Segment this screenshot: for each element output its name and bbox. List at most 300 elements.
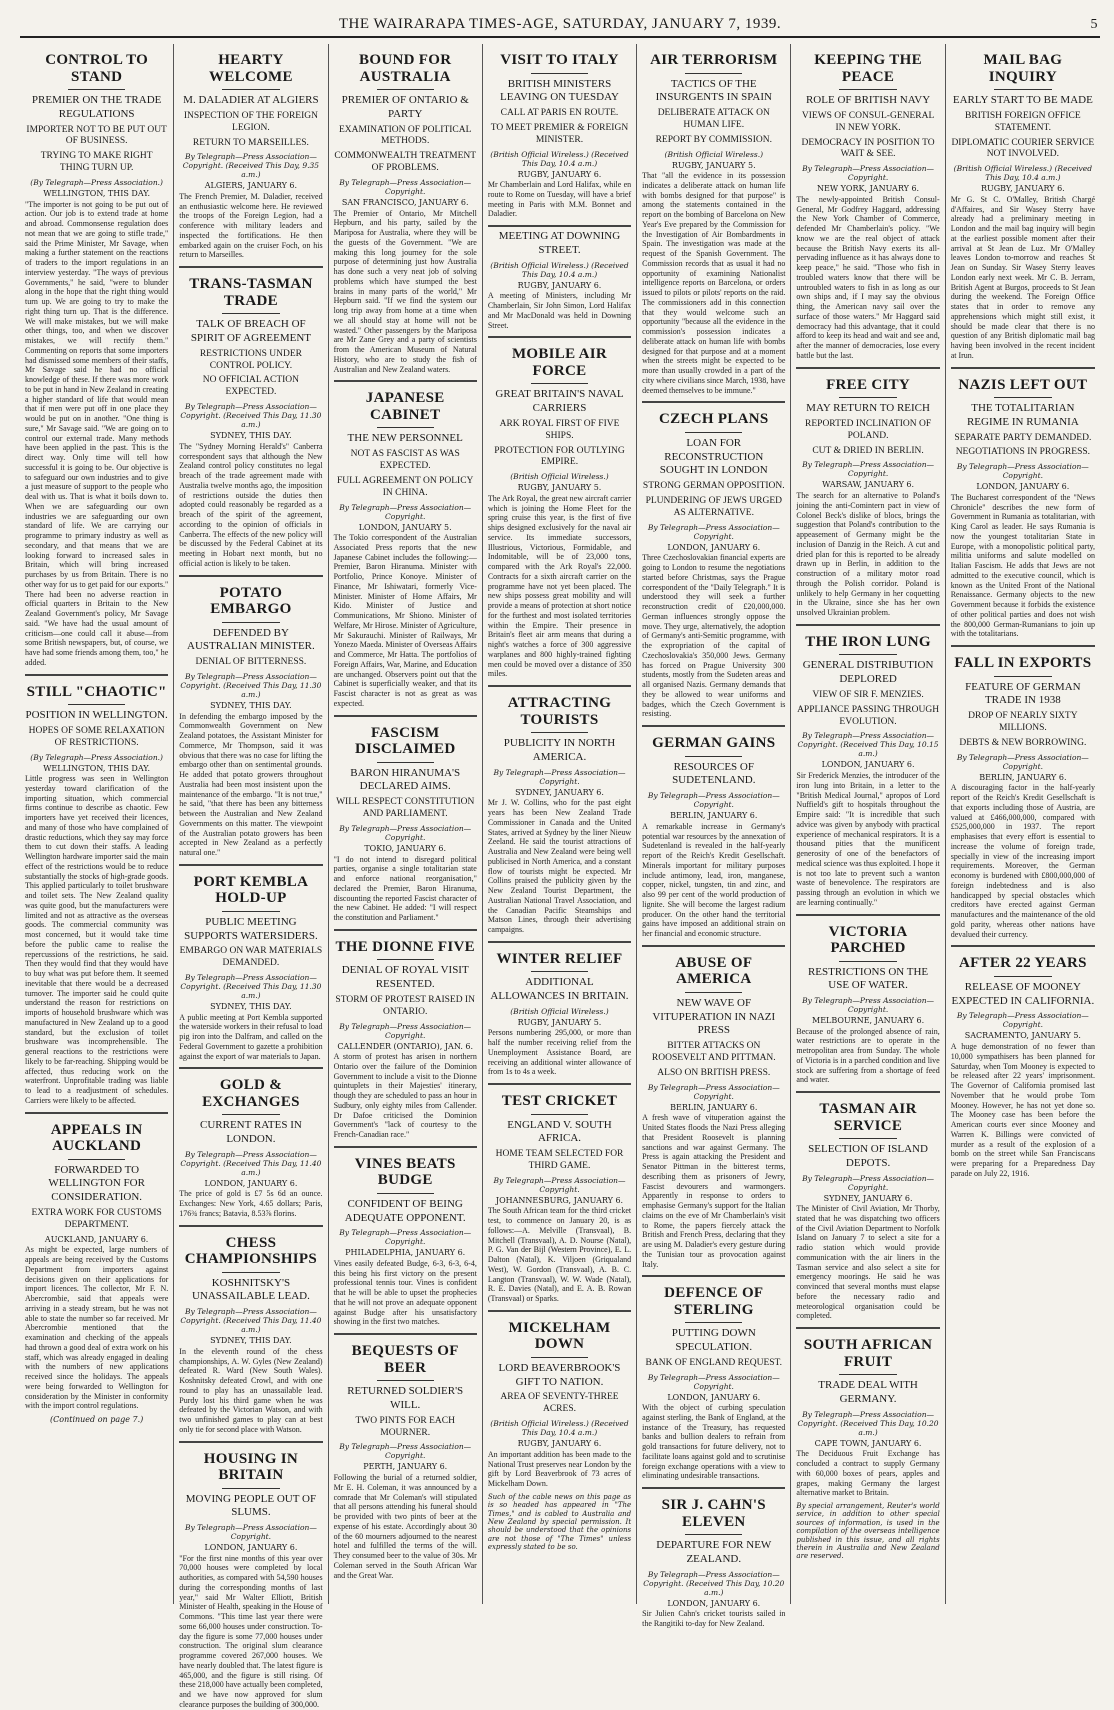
article-divider (334, 715, 477, 717)
article-dateline: RUGBY, JANUARY 6. (517, 169, 602, 179)
article-subheading: FULL AGREEMENT ON POLICY IN CHINA. (336, 475, 474, 498)
article (951, 945, 1095, 1178)
article (642, 1275, 785, 1481)
article-body: Mr G. St C. O'Malley, British Chargé d'Affaires, and Sir Wasey Sterry have already had a preliminary meeting in London and the mail bag inquiry will begin at the earliest possible moment after their arrival at St Jean de Luz. Mr O'Malley leaves London to-morrow and reaches St Jean on Sunday. Sir Wasey Sterry leaves London early next week. Mr C. B. Jerram, British Agent at Burgos, proceeds to St Jean during the weekend. The Foreign Office states that in order to remove any apprehensions which might still exist, it should be made clear that there is no question of any British diplomatic mail bag having been involved in the recent incident at Irun. (950, 194, 1095, 360)
article-headline: CONTROL TO STAND (45, 52, 149, 85)
article-subheading: DIPLOMATIC COURIER SERVICE NOT INVOLVED. (951, 137, 1095, 160)
headline-rule (377, 89, 434, 90)
article-subheading: STORM OF PROTEST RAISED IN ONTARIO. (335, 994, 475, 1017)
article-subheading: PROTECTION FOR OUTLYING EMPIRE. (494, 445, 625, 468)
article-divider (488, 685, 631, 687)
article-body: In defending the embargo imposed by the Commonwealth Government on New Zealand potatoes, the Assistant Minister for Commerce, Mr Thompson, said it was obvious that there was no case for lifting the embargo other than on sentimental grounds. He added that potato growers throughout Australia had been most insistent upon the maintenance of the embargo. "It is not true," he said, "that there has been any bitterness between the Australian and New Zealand Governments on this matter. The viewpoint of the Australian potato growers has been accepted in New Zealand as a perfectly natural one." (179, 711, 323, 858)
article-subheading: FORWARDED TO WELLINGTON FOR CONSIDERATION. (48, 1163, 145, 1204)
article (642, 1487, 785, 1629)
article-headline: HOUSING IN BRITAIN (203, 1450, 299, 1484)
article-subheading: SELECTION OF ISLAND DEPOTS. (808, 1143, 928, 1169)
article-body: A fresh wave of vituperation against the United States floods the Nazi Press alleging that President Roosevelt is planning sanctions and war against Germany. The Press is again attacking the President and Senator Pittman in the bitterest terms, describing them as prisoners of Jewry, Fascist devourers and warmongers. Apparently in response to orders to emphasise Germany's support for the Italian claims on the eve of Mr Chamberlain's visit to Rome, the papers fiercely attack the British and French Press, declaring that they are using M. Daladier's every gesture during the Tunisian tour as provocation against Italy. (642, 1113, 786, 1269)
article-dateline: BERLIN, JANUARY 6. (979, 772, 1067, 782)
headline-rule (685, 1322, 742, 1323)
article-subheading: DEBTS & NEW BORROWING. (959, 737, 1087, 748)
article-headline: STILL "CHAOTIC" (26, 683, 167, 700)
masthead (20, 14, 1100, 38)
headline-rule (839, 89, 896, 90)
article-body: Sir Julien Cahn's cricket tourists sailed in the Rangitiki to-day for New Zealand. (642, 1609, 786, 1629)
headline-rule (839, 654, 896, 655)
article-dateline: ALGIERS, JANUARY 6. (204, 181, 298, 191)
article-headline: MICKELHAM DOWN (508, 1319, 611, 1353)
article-divider (642, 1275, 785, 1277)
article-body: The "Sydney Morning Herald's" Canberra correspondent says that although the New Zealand control policy constitutes no legal breach of the trade agreement made with Australia twelve months ago, the imposition of restrictions outside the duties then adopted could reasonably be regarded as a breach of the spirit of the agreement, according to the opinion of officials in Canberra. The effects of the new policy will be discussed by the Federal Cabinet at its meeting in Hobart next month, but no official action is likely to be taken. (179, 441, 323, 568)
article-dateline: SYDNEY, JANUARY 6. (515, 787, 604, 797)
article-body: A huge demonstration of no fewer than 10,000 sympathisers has been planned for Saturday, when Tom Mooney is expected to be released after 22 years' imprisonment. The Governor of California promised last November that he would probe Tom Mooney. However, he has not yet done so. The Mooney case has been before the American courts ever since Mooney and Warren K. Billings were convicted of murder as a result of the explosion of a bomb on the street while San Franciscans were preparing for a Preparedness Day parade on July 22, 1916. (950, 1042, 1095, 1178)
article-subheading: CUT & DRIED IN BERLIN. (812, 445, 924, 456)
article-subheading: MOVING PEOPLE OUT OF SLUMS. (185, 1492, 317, 1519)
article-subheading: KOSHNITSKY'S UNASSAILABLE LEAD. (191, 1276, 310, 1303)
article-headline: PORT KEMBLA HOLD-UP (193, 873, 309, 907)
article-body: "For the first nine months of this year over 70,000 houses were completed by local authorities, as compared with 54,590 houses during the corresponding months of last year," said Mr Walter Elliott, British Minister of Health, speaking in the House of Commons. "This time last year there were some 66,000 houses under construction. To-day the figure is some 77,000 houses under construction. The original slum clearance programme covered 267,000 houses. We have nearly doubled that. The latest figure is 465,000, and the figure is still rising. Of these 218,000 have actually been completed, and we have now approved for slum clearance purposes the building of 300,000. (179, 1553, 323, 1709)
column-4 (483, 44, 637, 1604)
article-divider (796, 914, 939, 916)
article-subheading: EXTRA WORK FOR CUSTOMS DEPARTMENT. (31, 1207, 162, 1230)
article (642, 52, 785, 395)
headline-rule (68, 704, 125, 705)
article (25, 1112, 168, 1411)
headline-rule (377, 959, 434, 960)
article-subheading: GENERAL DISTRIBUTION DEPLORED (802, 659, 934, 686)
article-subheading: DROP OF NEARLY SIXTY MILLIONS. (968, 711, 1078, 734)
article (179, 266, 322, 568)
article-headline: CZECH PLANS (658, 411, 769, 428)
article-body: A meeting of Ministers, including Mr Chamberlain, Sir John Simon, Lord Halifax and Mr MacDonald was held in Downing Street. (487, 291, 632, 330)
article-body: The Ark Royal, the great new aircraft carrier which is joining the Home Fleet for the spring cruise this year, is the first of five ships designed exclusively for the naval air service. Its immediate successors, Illustrious, Victorious, Formidable, and Indomitable, will be of 23,000 tons, compared with the Ark Royal's 22,000. Contracts for a sixth aircraft carrier on the programme have not yet been placed. The new ships possess great mobility and will provide a means of protection at short notice for the furthest and most isolated territories within the Empire. Their presence in Britain's fleet air arm means that during a night's watches a force of 300 aggressive warplanes and 800 highly-trained fighting men could be moved over a distance of 350 miles. (487, 493, 632, 679)
article-subheading: DEMOCRACY IN POSITION TO WAIT & SEE. (801, 137, 935, 160)
article-byline: By Telegraph—Press Association—Copyright. (Received This Day, 11.40 a.m.) (180, 1307, 322, 1335)
article-dateline: RUGBY, JANUARY 5. (671, 160, 756, 170)
article-body: The newly-appointed British Consul-General, Mr Godfrey Haggard, addressing the New York Chamber of Commerce, defended Mr Chamberlain's policy. "We know we are the real object of attack because the British Navy exerts its all-pervading influence as it has always done to keep peace," he said. "Those who fish in troubled waters know that there will be untroubled waters to fish in as long as our own ships and, if I may say the obvious thing, the American navy sail over the surface of those waters." Mr Haggard said democracy had this advantage, that it could afford to keep its head and wait and see and, after the manner of democracies, lose every battle but the last. (796, 194, 940, 360)
article-headline: AIR TERRORISM (650, 52, 778, 68)
headline-rule (68, 1159, 125, 1160)
article-byline: By Telegraph—Press Association—Copyright. (Received This Day, 10.15 a.m.) (797, 731, 939, 759)
article-body: Persons numbering 295,000, or more than half the number receiving relief from the Unemployment Assistance Board, are receiving an additional winter allowance of from 1s to 4s a week. (487, 1028, 632, 1077)
article-subheading: PREMIER ON THE TRADE REGULATIONS (31, 94, 162, 120)
headline-rule (839, 1374, 896, 1375)
article-byline: By Telegraph—Press Association—Copyright. (Received This Day, 11.30 a.m.) (180, 973, 322, 1001)
article-subheading: FEATURE OF GERMAN TRADE IN 1938 (965, 680, 1081, 707)
article (179, 52, 322, 260)
article-divider (334, 380, 477, 382)
article-divider (334, 929, 477, 931)
article-dateline: CAPE TOWN, JANUARY 6. (814, 1438, 922, 1448)
article-body: A remarkable increase in Germany's potential war resources by the annexation of Sudetenland is revealed in the half-yearly report of the Reich's Kredit Gesellschaft. Minerals important for military purposes include antimony, lead, iron, manganese, copper, nickel, tungsten, tin and zinc, and also 99 per cent of the world production of lignite. She will become the largest radium producer. On the other hand the territorial gains have imposed an additional strain on her financial and economic structure. (642, 821, 786, 939)
article-subheading: TWO PINTS FOR EACH MOURNER. (355, 1415, 455, 1438)
article-byline: By Telegraph—Press Association—Copyright. (647, 1082, 780, 1101)
article-subheading: TALK OF BREACH OF SPIRIT OF AGREEMENT (190, 318, 312, 344)
article-subheading: COMMONWEALTH TREATMENT OF PROBLEMS. (334, 151, 477, 174)
article-dateline: PERTH, JANUARY 6. (363, 1462, 448, 1472)
article-dateline: LONDON, JANUARY 6. (976, 482, 1070, 492)
article-dateline: WARSAW, JANUARY 6. (822, 480, 915, 490)
article-divider (25, 1112, 168, 1114)
article-subheading: DENIAL OF BITTERNESS. (195, 657, 307, 668)
article-byline: By Telegraph—Press Association—Copyright. (493, 767, 626, 786)
article-byline: (British Official Wireless.) (Received This Day, 10.4 a.m.) (490, 149, 629, 168)
article-subheading: RETURNED SOLDIER'S WILL. (347, 1385, 464, 1411)
article-divider (642, 1487, 785, 1489)
article (951, 645, 1095, 939)
headline-rule (222, 1114, 279, 1115)
article-divider (951, 945, 1095, 947)
article-headline: TEST CRICKET (501, 1093, 618, 1110)
article-byline: By Telegraph—Press Association—Copyright. (Received This Day, 10.20 a.m.) (797, 1409, 939, 1437)
article-subheading: RESTRICTIONS ON THE USE OF WATER. (807, 965, 929, 992)
article-byline: By Telegraph—Press Association—Copyright. (339, 1442, 472, 1461)
headline-rule (685, 756, 742, 757)
article-headline: JAPANESE CABINET (365, 390, 445, 423)
article-headline: MAIL BAG INQUIRY (983, 52, 1063, 85)
article-body: The Premier of Ontario, Mr Mitchell Hepburn, and his party, sailed by the Mariposa for Australia, where they will be the guests of the Government. "We are making this long journey for the sole purpose of determining just how Australia has done such a very neat job of solving problems which have stumped the best brains in many parts of the world," Mr Hepburn said. "If we find the system our long trip away from home at a time when we all should stay at home will not be wasted." Other passengers by the Mariposa are Mr Zane Grey and a party of scientists from the American Museum of Natural History, who are to study the fish of Australian and New Zealand waters. (333, 208, 477, 374)
article-headline: FASCISM DISCLAIMED (354, 724, 456, 758)
article-byline: (British Official Wireless.) (510, 1006, 609, 1016)
article-dateline: SYDNEY, JANUARY 6. (823, 1193, 913, 1203)
article-headline: APPEALS IN AUCKLAND (50, 1121, 143, 1155)
article (796, 624, 939, 908)
article (796, 1091, 939, 1321)
article-headline: AFTER 22 YEARS (958, 955, 1087, 972)
headline-rule (68, 89, 125, 90)
article-headline: THE DIONNE FIVE (335, 938, 475, 955)
column-1 (20, 44, 174, 1604)
headline-rule (377, 1380, 434, 1381)
article-subheading: VIEWS OF CONSUL-GENERAL IN NEW YORK. (801, 110, 935, 133)
headline-rule (839, 1138, 896, 1139)
article-byline: By Telegraph—Press Association—Copyright. (956, 462, 1089, 481)
article-dateline: SAN FRANCISCO, JANUARY 6. (341, 198, 469, 207)
article-byline: By Telegraph—Press Association—Copyright. (339, 178, 472, 196)
article-byline: By Telegraph—Press Association—Copyright. (956, 752, 1089, 771)
article (796, 367, 939, 618)
article-subheading: EXAMINATION OF POLITICAL METHODS. (338, 124, 472, 147)
article-subheading: REPORTED INCLINATION OF POLAND. (805, 418, 932, 441)
article-byline: By Telegraph—Press Association—Copyright. (Received This Day, 11.30 a.m.) (180, 402, 322, 430)
article-subheading: INSPECTION OF THE FOREIGN LEGION. (183, 110, 318, 133)
article-divider (951, 367, 1095, 369)
article-subheading: STRONG GERMAN OPPOSITION. (642, 481, 785, 492)
article-body: A storm of protest has arisen in northern Ontario over the failure of the Dominion Government to include a visit to the Dionne quintuplets in their Majesties' itinerary, though they are scheduled to pass an hour in Sudbury, only eighty miles from Callender. Dr Dafoe criticised the Dominion Government's "lack of courtesy to the French-Canadian race." (333, 1052, 477, 1140)
headline-rule (222, 911, 279, 912)
article-headline: MOBILE AIR FORCE (511, 346, 608, 379)
headline-rule (531, 73, 588, 74)
article-subheading: NO OFFICIAL ACTION EXPECTED. (202, 375, 300, 398)
article-dateline: AUCKLAND, JANUARY 6. (44, 1234, 149, 1244)
article-subheading: WILL RESPECT CONSTITUTION AND PARLIAMENT. (336, 797, 475, 820)
article (334, 380, 477, 708)
article-subheading: THE TOTALITARIAN REGIME IN RUMANIA (966, 402, 1079, 428)
article-byline: By Telegraph—Press Association—Copyright. (Received This Day, 11.30 a.m.) (180, 671, 322, 699)
article (25, 52, 168, 668)
article-subheading: LOAN FOR RECONSTRUCTION SOUGHT IN LONDON (659, 436, 768, 477)
article-subheading: NEW WAVE OF VITUPERATION IN NAZI PRESS (652, 996, 776, 1037)
article-subheading: PLUNDERING OF JEWS URGED AS ALTERNATIVE. (645, 496, 782, 518)
article-headline: POTATO EMBARGO (210, 584, 292, 618)
article-subheading: NEGOTIATIONS IN PROGRESS. (955, 447, 1091, 458)
article-divider (796, 367, 939, 369)
article-subheading: CURRENT RATES IN LONDON. (199, 1119, 302, 1146)
article-headline: KEEPING THE PEACE (814, 52, 922, 85)
article-divider (951, 645, 1095, 647)
article-dateline: NEW YORK, JANUARY 6. (817, 184, 920, 194)
news-columns (20, 44, 1100, 1709)
article-body: The search for an alternative to Poland's joining the anti-Comintern pact in view of Colonel Beck's dislike of blocs, brings the suggestion that Poland's contribution to the appeasement of Germany might be the inclusion of Danzig in the Reich. A cut and dried plan for this is reported to be already drawn up in Berlin, in addition to the construction of a military motor road through the Polish corridor. Poland is unlikely to help Germany in her coquetting in the Ukraine, since she has her own unsolved Ukrainian problem. (796, 491, 940, 618)
article-byline: By Telegraph—Press Association—Copyright. (Received This Day, 11.40 a.m.) (180, 1149, 322, 1177)
article-subheading: VIEW OF SIR F. MENZIES. (812, 689, 924, 700)
article-byline: By Telegraph—Press Association—Copyright. (Received This Day, 9.35 a.m.) (182, 152, 320, 180)
article-subheading: LORD BEAVERBROOK'S GIFT TO NATION. (498, 1361, 621, 1388)
copyright-note: Such of the cable news on this page as is so headed has appeared in "The Times," and is cabled to Australia and New Zealand by special permission. It should be understood that the opinions are not those of "The Times" unless expressly stated to be so. (487, 1492, 632, 1552)
article-subheading: RELEASE OF MOONEY EXPECTED IN CALIFORNIA. (951, 980, 1095, 1007)
article-subheading: TRADE DEAL WITH GERMANY. (818, 1379, 918, 1405)
continued-note: (Continued on page 7.) (50, 1415, 144, 1425)
article-body: Vines easily defeated Budge, 6-3, 6-3, 6-4, this being his first victory on the present professional tennis tour. Vines is confident that he will be able to upset the prophecies that he will not prove an adequate opponent against Budge after his unsatisfactory showing in the first two matches. (333, 1258, 477, 1327)
article-dateline: SYDNEY, THIS DAY. (210, 700, 292, 710)
article-dateline: JOHANNESBURG, JANUARY 6. (495, 1195, 624, 1205)
article-divider (334, 1333, 477, 1335)
article-byline: By Telegraph—Press Association—Copyright. (802, 460, 935, 479)
article-dateline: LONDON, JANUARY 6. (667, 542, 761, 552)
article-subheading: EMBARGO ON WAR MATERIALS DEMANDED. (179, 946, 323, 969)
article-headline: FREE CITY (826, 376, 911, 393)
headline-rule (994, 89, 1052, 90)
article-divider (179, 864, 322, 866)
article-dateline: LONDON, JANUARY 6. (667, 1598, 761, 1608)
article-headline: GOLD & EXCHANGES (202, 1077, 300, 1110)
article-subheading: IMPORTER NOT TO BE PUT OUT OF BUSINESS. (26, 124, 167, 147)
article-body: Mr J. W. Collins, who for the past eight years has been New Zealand Trade Commissioner in Canada and the United States, arrived at Sydney by the liner Nieuw Zeeland. He said the tourist attractions of Australia and New Zealand were being well publicised in North America, and a constant flow of tourists might be expected. Mr Collins praised the publicity given by the New Zealand Tourist Department, the Australian National Travel Association, and the Canadian Pacific Steamships and Matson Lines, through their advertising campaigns. (487, 798, 632, 934)
article-dateline: SYDNEY, THIS DAY. (210, 1002, 292, 1012)
article-dateline: BERLIN, JANUARY 6. (670, 811, 758, 821)
article-body: The French Premier, M. Daladier, received an enthusiastic welcome here. He reviewed the troops of the Foreign Legion, had a conference with military leaders and inspected the fortifications. He then embarked again on the cruiser Foch, on his return to Marseilles. (179, 191, 323, 260)
article-subheading: ROLE OF BRITISH NAVY (805, 94, 931, 106)
article (642, 725, 785, 939)
article-subheading: TO MEET PREMIER & FOREIGN MINISTER. (490, 122, 629, 145)
article-byline: By Telegraph—Press Association—Copyright. (339, 823, 472, 842)
headline-rule (222, 89, 279, 90)
article (334, 1333, 477, 1580)
article-byline: By Telegraph—Press Association—Copyright. (339, 1021, 472, 1040)
article-subheading: PUBLICITY IN NORTH AMERICA. (503, 737, 616, 763)
article (179, 1441, 322, 1710)
article-dateline: RUGBY, JANUARY 6. (517, 1439, 602, 1449)
article (951, 367, 1095, 640)
article-headline: SIR J. CAHN'S ELEVEN (661, 1497, 766, 1530)
article-dateline: WELLINGTON, THIS DAY. (43, 763, 151, 773)
article (488, 52, 631, 219)
article-byline: By Telegraph—Press Association—Copyright. (956, 1011, 1089, 1030)
article-byline: By Telegraph—Press Association—Copyright. (647, 1372, 780, 1391)
article-headline: ABUSE OF AMERICA (675, 954, 753, 988)
article-subheading: EARLY START TO BE MADE (952, 94, 1093, 106)
article-divider (642, 401, 785, 403)
article-body: Following the burial of a returned soldier, Mr E. H. Coleman, it was announced by a comrade that Mr Coleman's will stipulated that all persons attending his funeral should be provided with two pints of beer at the expense of his estate. Accordingly about 30 of the 60 mourners adjourned to the nearest hotel and fulfilled the terms of the will. They consumed beer to the value of 30s. Mr Coleman served in the South African War and the Great War. (333, 1473, 477, 1580)
article-divider (488, 336, 631, 338)
article-dateline: CALLENDER (ONTARIO), JAN. 6. (337, 1041, 474, 1051)
article-divider (179, 575, 322, 577)
article-subheading: HOME TEAM SELECTED FOR THIRD GAME. (495, 1149, 624, 1171)
article (488, 1310, 631, 1489)
article-subheading: REPORT BY COMMISSION. (655, 134, 772, 145)
article (179, 864, 322, 1062)
column-3 (329, 44, 483, 1604)
headline-rule (685, 432, 742, 433)
article-headline: VINES BEATS BUDGE (354, 1155, 456, 1189)
article-dateline: SYDNEY, THIS DAY. (210, 431, 292, 441)
article-byline: By Telegraph—Press Association—Copyright. (339, 1228, 472, 1247)
page-number: 5 (1090, 17, 1098, 32)
article-headline: VISIT TO ITALY (500, 52, 619, 68)
headline-rule (377, 762, 434, 763)
article-subheading: AREA OF SEVENTY-THREE ACRES. (500, 1392, 619, 1415)
article-subheading: DELIBERATE ATTACK ON HUMAN LIFE. (657, 108, 770, 130)
article-subheading: BARON HIRANUMA'S DECLARED AIMS. (350, 766, 461, 793)
article-headline: GERMAN GAINS (652, 735, 776, 752)
article-subheading: DEFENDED BY AUSTRALIAN MINISTER. (187, 626, 315, 653)
article-byline: (British Official Wireless.) (Received This Day, 10.4 a.m.) (490, 260, 629, 279)
article-dateline: RUGBY, JANUARY 6. (517, 280, 602, 290)
article-headline: WINTER RELIEF (496, 950, 623, 967)
headline-rule (994, 676, 1052, 677)
article-dateline: RUGBY, JANUARY 5. (517, 1017, 602, 1027)
column-5 (637, 44, 791, 1629)
article-body: The South African team for the third cricket test, to commence on January 20, is as follows:—A. Melville (Transvaal), B. Mitchell (Transvaal), A. D. Nourse (Natal), P. G. Van der Bijl (Western Province), E. L. Dalton (Natal), K. Viljoen (Griqualand West), W. Gordon (Transvaal), A. B. C. Langton (Transvaal), W. W. Wade (Natal), R. E. Davies (Natal), and E. A. B. Rowan (Transvaal) or Sparks. (487, 1206, 632, 1304)
article-dateline: LONDON, JANUARY 6. (821, 760, 915, 770)
article-divider (642, 945, 785, 947)
article-subheading: DEPARTURE FOR NEW ZEALAND. (656, 1539, 772, 1565)
article-divider (179, 1067, 322, 1069)
headline-rule (685, 992, 742, 993)
article-dateline: LONDON, JANUARY 6. (667, 1392, 761, 1402)
article-byline: (British Official Wireless.) (Received This Day, 10.4 a.m.) (490, 1419, 629, 1438)
article-body: Sir Frederick Menzies, the introducer of the iron lung into Britain, in a letter to the "British Medical Journal," apropos of Lord Nuffield's gift to hospitals throughout the Empire said: "It is incredible that such advice was given by anybody with practical experience of mechanical respirators. It is a thousand pities that the munificent generosity of one of the benefactors of medical science was thus exploited. I hope it is not too late to prevent such a wanton waste of benevolence. The respirators are passing through an evolution in which we are learning continually." (796, 771, 940, 907)
article-body: An important addition has been made to the National Trust preserves near London by the gift by Lord Beaverbrook of 73 acres of Mickelham Down. (487, 1449, 632, 1489)
article-headline: BEQUESTS OF BEER (351, 1343, 459, 1376)
article (796, 52, 939, 361)
article (334, 929, 477, 1140)
article-divider (179, 266, 322, 268)
article-body: That "all the evidence in its possession indicates a deliberate attack on human life with bombs designed for that purpose" is among the statements contained in the report on the bombing of Barcelona on New Year's Eve prepared by the Commission for the Investigation of Air Bombardments in Spain. The investigation was made at the request of the Spanish Government. The Commission records that as usual it had no opportunity of examining Nationalist intelligence reports on Barcelona, or orders issued to pilots or pilots' reports on the raid. The commissioners add in this connection that they would welcome such an opportunity "because all the evidence in the commission's possession indicates a deliberate attack on human life with bombs designed for that purpose and at a moment when the streets might be expected to be more than usually crowded in a part of the city where civilians since March, 1938, have deemed themselves to be immune." (642, 171, 786, 395)
masthead-title: THE WAIRARAPA TIMES-AGE, SATURDAY, JANUARY 7, 1939. (338, 16, 782, 32)
article-headline: TASMAN AIR SERVICE (819, 1101, 917, 1134)
column-2 (174, 44, 328, 1709)
article-byline: (British Official Wireless.) (510, 472, 609, 482)
article-dateline: LONDON, JANUARY 5. (358, 522, 452, 532)
copyright-note: By special arrangement, Reuter's world service, in addition to other special sources of information, is used in the compilation of the overseas intelligence published in this issue, and all rights therein in Australia and New Zealand are reserved. (796, 1502, 940, 1561)
article-body: A discouraging factor in the half-yearly report of the Reich's Kredit Gesellschaft is that exports including those of Austria, are valued at £466,000,000, compared with £525,000,000 in 1937. The report emphasises that every effort is essential to increase the volume of foreign trade, specially in view of the increasing import requirements. Moreover, the German economy is burdened with £800,000,000 of foreign indebtedness and is also handicapped by special obstacles which creditors have erected against German manufactures and the maintenance of the old gold parity, whereas other nations have devalued their currency. (950, 783, 1095, 939)
article (951, 52, 1095, 361)
headline-rule (377, 1193, 434, 1194)
article-subheading: CALL AT PARIS EN ROUTE. (500, 108, 619, 118)
headline-rule (222, 1272, 279, 1273)
article (642, 401, 785, 719)
article-subheading: TRYING TO MAKE RIGHT THING TURN UP. (40, 151, 153, 174)
article-subheading: SEPARATE PARTY DEMANDED. (954, 432, 1092, 443)
article-headline: TRANS-TASMAN TRADE (189, 276, 313, 309)
column-7 (946, 44, 1100, 1604)
headline-rule (685, 1534, 742, 1535)
article-divider (488, 225, 631, 227)
article-subheading: ADDITIONAL ALLOWANCES IN BRITAIN. (490, 976, 629, 1002)
article-headline: NAZIS LEFT OUT (958, 376, 1088, 393)
article-subheading: NOT AS FASCIST AS WAS EXPECTED. (350, 449, 460, 471)
article-body: Mr Chamberlain and Lord Halifax, while en route to Rome on Tuesday, will have a brief meeting in Paris with M.M. Bonnet and Daladier. (487, 180, 632, 219)
headline-rule (531, 383, 588, 384)
article-byline: (British Official Wireless.) (Received This Day, 10.4 a.m.) (953, 164, 1093, 183)
article-subheading: TACTICS OF THE INSURGENTS IN SPAIN (655, 77, 772, 104)
article-subheading: HOPES OF SOME RELAXATION OF RESTRICTIONS. (28, 725, 165, 748)
article-subheading: APPLIANCE PASSING THROUGH EVOLUTION. (797, 704, 940, 727)
article-subheading: PUTTING DOWN SPECULATION. (671, 1327, 756, 1353)
article-headline: VICTORIA PARCHED (828, 923, 908, 957)
article-divider (488, 1310, 631, 1312)
article-subheading: BITTER ATTACKS ON ROOSEVELT AND PITTMAN. (651, 1041, 776, 1063)
article-subheading: CONFIDENT OF BEING ADEQUATE OPPONENT. (344, 1197, 466, 1224)
article-body: As might be expected, large numbers of appeals are being received by the Customs Department from importers against decisions given on their applications for import licences. The collector, Mr F. N. Abercrombie, said that appeals were arriving in a steady stream, but he was not able to state the number so far received. Mr Abercrombie mentioned that the examination and checking of the appeals had thrown a good deal of extra work on his staff, which was already engaged in dealing with the numbers of new applications received since the holidays. The appeals were being forwarded to Wellington for consideration by the Minister in conformity with the import control regulations. (25, 1245, 169, 1411)
article-body: "I do not intend to disregard political parties, organise a single totalitarian state and enforce national reorganisation," declared the Premier, Baron Hiranuma, discounting the reported Fascist character of the new Cabinet. He added: "I will respect the constitution and Parliament." (333, 854, 477, 923)
article-dateline: MELBOURNE, JANUARY 6. (812, 1016, 925, 1026)
article-divider (334, 1146, 477, 1148)
article-byline: By Telegraph—Press Association—Copyright. (802, 1173, 935, 1192)
article-subheading: DENIAL OF ROYAL VISIT RESENTED. (341, 964, 469, 991)
headline-rule (994, 976, 1052, 977)
article (488, 225, 631, 330)
article (25, 674, 168, 1106)
article-body: In the eleventh round of the chess championships, A. W. Gyles (New Zealand) defeated R. Ward (New South Wales). Koshnitsky defeated Crowl, and with one round to play has an unassailable lead. Purdy lost his third game when he was defeated by the Victorian Watson, and with two unfinished games to play can at best only tie for second place with Watson. (179, 1346, 323, 1434)
article-byline: By Telegraph—Press Association—Copyright. (Received This Day, 10.20 a.m.) (643, 1569, 785, 1597)
article-byline: (British Official Wireless.) (664, 149, 764, 159)
headline-rule (839, 397, 896, 398)
article (488, 941, 631, 1077)
article-headline: FALL IN EXPORTS (954, 655, 1092, 672)
article-divider (796, 1091, 939, 1093)
article-headline: ATTRACTING TOURISTS (507, 695, 612, 728)
article-headline: BOUND FOR AUSTRALIA (359, 52, 452, 85)
article-body: The Minister of Civil Aviation, Mr Thorby, stated that he was dispatching two officers of the Civil Aviation Department to Norfolk Island on January 7 to select a site for a radio station which would provide communication with the air liners in the Tasman service and also select a site for emergency moorings. He said he was convinced that several months must elapse before the necessary radio and meteorological organisation could be completed. (796, 1204, 940, 1321)
headline-rule (685, 73, 742, 74)
article (334, 715, 477, 923)
article-divider (25, 674, 168, 676)
column-6 (791, 44, 945, 1604)
article-subheading: THE NEW PERSONNEL (347, 432, 463, 445)
article (334, 52, 477, 374)
article-divider (179, 1225, 322, 1227)
article-divider (642, 725, 785, 727)
article-byline: By Telegraph—Press Association—Copyright. (647, 791, 780, 810)
article-subheading: PUBLIC MEETING SUPPORTS WATERSIDERS. (184, 915, 318, 942)
article-divider (488, 941, 631, 943)
article-dateline: PHILADELPHIA, JANUARY 6. (345, 1248, 466, 1258)
article-dateline: LONDON, JANUARY 6. (204, 1543, 298, 1553)
article-subheading: RESTRICTIONS UNDER CONTROL POLICY. (199, 348, 302, 371)
headline-rule (377, 427, 434, 428)
article-subheading: BANK OF ENGLAND REQUEST. (645, 1357, 783, 1368)
article-headline: CHESS CHAMPIONSHIPS (184, 1234, 318, 1268)
article-dateline: SYDNEY, THIS DAY. (210, 1336, 292, 1346)
article-dateline: RUGBY, JANUARY 6. (980, 184, 1065, 194)
article-headline: THE IRON LUNG (805, 633, 931, 650)
article (179, 1225, 322, 1435)
headline-rule (531, 971, 588, 972)
article (334, 1146, 477, 1327)
article-dateline: BERLIN, JANUARY 6. (670, 1102, 758, 1112)
article-dateline: LONDON, JANUARY 6. (204, 1178, 298, 1188)
